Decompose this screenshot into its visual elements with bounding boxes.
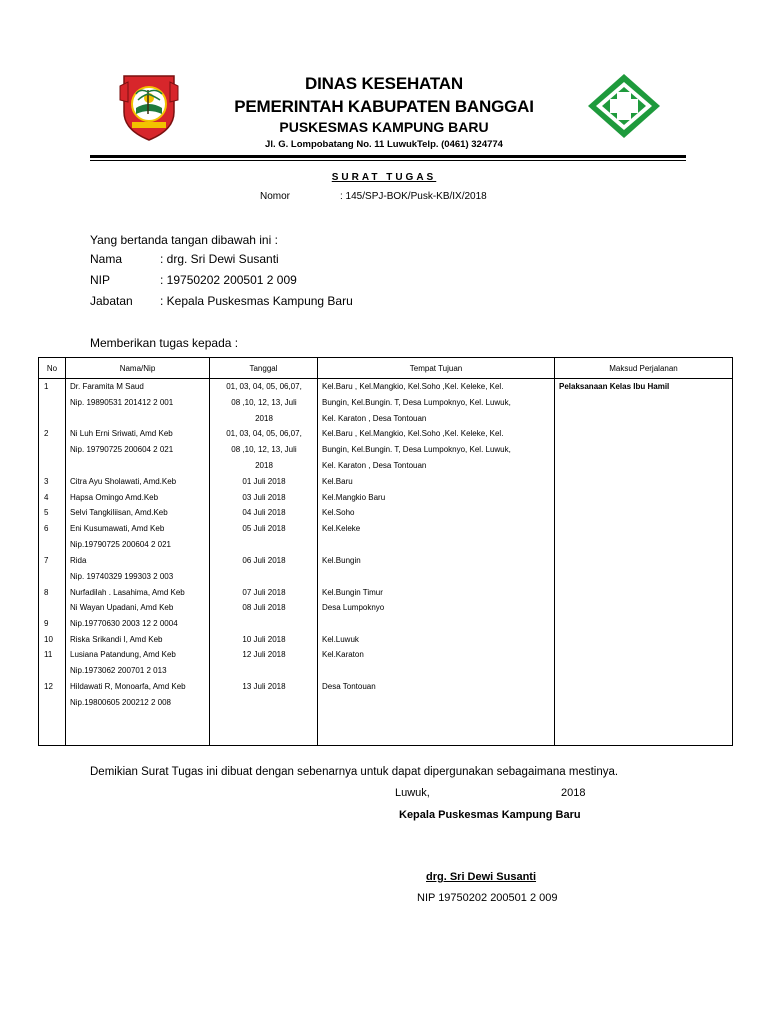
sign-place: Luwuk, (395, 787, 430, 799)
cell-tempat: Kel.Bungin (322, 556, 361, 565)
cell-tanggal: 10 Juli 2018 (242, 635, 286, 644)
cell-tanggal: 06 Juli 2018 (242, 556, 286, 565)
header-agency: DINAS KESEHATAN (305, 74, 463, 93)
header-maksud-perjalanan: Maksud Perjalanan (555, 358, 733, 379)
cell-tanggal: 2018 (255, 414, 273, 423)
header-puskesmas: PUSKESMAS KAMPUNG BARU (279, 119, 489, 135)
field-jabatan-value: : Kepala Puskesmas Kampung Baru (160, 294, 353, 308)
cell-no: 5 (44, 508, 49, 517)
nomor-label: Nomor (260, 191, 291, 202)
cell-tempat: Bungin, Kel.Bungin. T, Desa Lumpoknyo, Kel. Luwuk, (322, 398, 511, 407)
cell-nip: Nip.19770630 2003 12 2 0004 (70, 619, 178, 628)
cell-no: 4 (44, 493, 49, 502)
cell-tempat: Bungin, Kel.Bungin. T, Desa Lumpoknyo, Kel. Luwuk, (322, 445, 511, 454)
cell-nip: Nip. 19790725 200604 2 021 (70, 445, 174, 454)
header-tanggal: Tanggal (210, 358, 318, 379)
cell-tanggal: 08 Juli 2018 (242, 603, 286, 612)
col-no (39, 379, 65, 745)
cell-tanggal: 2018 (255, 461, 273, 470)
col-tanggal (210, 379, 317, 745)
nomor-value: : 145/SPJ-BOK/Pusk-KB/IX/2018 (340, 191, 487, 202)
cell-tanggal: 08 ,10, 12, 13, Juli (231, 398, 297, 407)
cell-nip: Nip. 19740329 199303 2 003 (70, 572, 174, 581)
cell-nip: Nip.19790725 200604 2 021 (70, 540, 171, 549)
cell-tanggal: 05 Juli 2018 (242, 524, 286, 533)
signer-nip: NIP 19750202 200501 2 009 (417, 892, 558, 904)
cell-nama: Eni Kusumawati, Amd Keb (70, 524, 165, 533)
header-rule-thin (90, 160, 686, 161)
cell-nama: Hildawati R, Monoarfa, Amd Keb (70, 682, 186, 691)
cell-tanggal: 04 Juli 2018 (242, 508, 286, 517)
header-government: PEMERINTAH KABUPATEN BANGGAI (234, 97, 534, 116)
cell-tempat: Kel.Soho (322, 508, 355, 517)
intro-text: Yang bertanda tangan dibawah ini : (90, 233, 278, 247)
cell-tempat: Kel.Mangkio Baru (322, 493, 386, 502)
cell-tempat: Kel.Keleke (322, 524, 361, 533)
cell-tempat: Kel.Bungin Timur (322, 588, 383, 597)
signer-title: Kepala Puskesmas Kampung Baru (399, 809, 581, 821)
cell-tempat: Kel.Baru , Kel.Mangkio, Kel.Soho ,Kel. Keleke, Kel. (322, 429, 504, 438)
cell-nama: Ni Wayan Upadani, Amd Keb (70, 603, 174, 612)
cell-nama: Selvi Tangkiliisan, Amd.Keb (70, 508, 168, 517)
cell-tempat: Kel. Karaton , Desa Tontouan (322, 461, 427, 470)
field-nama-value: : drg. Sri Dewi Susanti (160, 252, 279, 266)
cell-tanggal: 13 Juli 2018 (242, 682, 286, 691)
cell-tempat: Desa Lumpoknyo (322, 603, 385, 612)
assignment-table (38, 357, 733, 746)
cell-nip: Nip.19800605 200212 2 008 (70, 698, 171, 707)
field-jabatan-label: Jabatan (90, 294, 133, 308)
cell-tanggal: 12 Juli 2018 (242, 650, 286, 659)
cell-tanggal: 01, 03, 04, 05, 06,07, (226, 429, 302, 438)
header-rule-thick (90, 155, 686, 158)
cell-tanggal: 01, 03, 04, 05, 06,07, (226, 382, 302, 391)
cell-no: 1 (44, 382, 49, 391)
field-nip-label: NIP (90, 273, 111, 287)
cell-nama: Riska Srikandi I, Amd Keb (70, 635, 163, 644)
field-nama-label: Nama (90, 252, 123, 266)
cell-nip: Nip.1973062 200701 2 013 (70, 666, 167, 675)
cell-tempat: Kel.Baru , Kel.Mangkio, Kel.Soho ,Kel. Keleke, Kel. (322, 382, 504, 391)
document-title: SURAT TUGAS (331, 172, 437, 183)
cell-nama: Lusiana Patandung, Amd Keb (70, 650, 176, 659)
cell-no: 3 (44, 477, 49, 486)
header-no: No (39, 358, 66, 379)
cell-tempat: Kel.Luwuk (322, 635, 359, 644)
col-nama-nip (66, 379, 209, 745)
sign-year: 2018 (561, 787, 586, 799)
cell-nip: Nip. 19890531 201412 2 001 (70, 398, 174, 407)
col-maksud-perjalanan (555, 379, 732, 745)
cell-nama: Nurfadilah . Lasahima, Amd Keb (70, 588, 185, 597)
cell-tempat: Desa Tontouan (322, 682, 376, 691)
header-nama-nip: Nama/Nip (66, 358, 210, 379)
cell-nama: Ni Luh Erni Sriwati, Amd Keb (70, 429, 173, 438)
assign-text: Memberikan tugas kepada : (90, 336, 239, 350)
cell-no: 8 (44, 588, 49, 597)
cell-nama: Rida (70, 556, 87, 565)
header-tempat-tujuan: Tempat Tujuan (318, 358, 555, 379)
table-row (39, 379, 733, 746)
table-header-row (39, 358, 733, 379)
signer-name: drg. Sri Dewi Susanti (426, 871, 537, 883)
closing-text: Demikian Surat Tugas ini dibuat dengan sebenarnya untuk dapat dipergunakan sebagaimana mestinya. (90, 766, 619, 778)
cell-tanggal: 07 Juli 2018 (242, 588, 286, 597)
cell-no: 10 (44, 635, 53, 644)
cell-nama: Citra Ayu Sholawati, Amd.Keb (70, 477, 177, 486)
cell-tempat: Kel.Karaton (322, 650, 364, 659)
cell-nama: Dr. Faramita M Saud (70, 382, 144, 391)
cell-tempat: Kel. Karaton , Desa Tontouan (322, 414, 427, 423)
cell-no: 6 (44, 524, 49, 533)
cell-no: 2 (44, 429, 49, 438)
cell-tanggal: 01 Juli 2018 (242, 477, 286, 486)
field-nip-value: : 19750202 200501 2 009 (160, 273, 297, 287)
col-tempat-tujuan (318, 379, 554, 745)
cell-tanggal: 08 ,10, 12, 13, Juli (231, 445, 297, 454)
cell-no: 11 (44, 650, 53, 659)
cell-no: 9 (44, 619, 49, 628)
header-address: Jl. G. Lompobatang No. 11 LuwukTelp. (0461) 324774 (265, 139, 503, 150)
cell-no: 7 (44, 556, 49, 565)
cell-nama: Hapsa Omingo Amd.Keb (70, 493, 159, 502)
cell-tempat: Kel.Baru (322, 477, 353, 486)
cell-no: 12 (44, 682, 53, 691)
cell-tanggal: 03 Juli 2018 (242, 493, 286, 502)
cell-maksud: Pelaksanaan Kelas Ibu Hamil (559, 382, 670, 391)
